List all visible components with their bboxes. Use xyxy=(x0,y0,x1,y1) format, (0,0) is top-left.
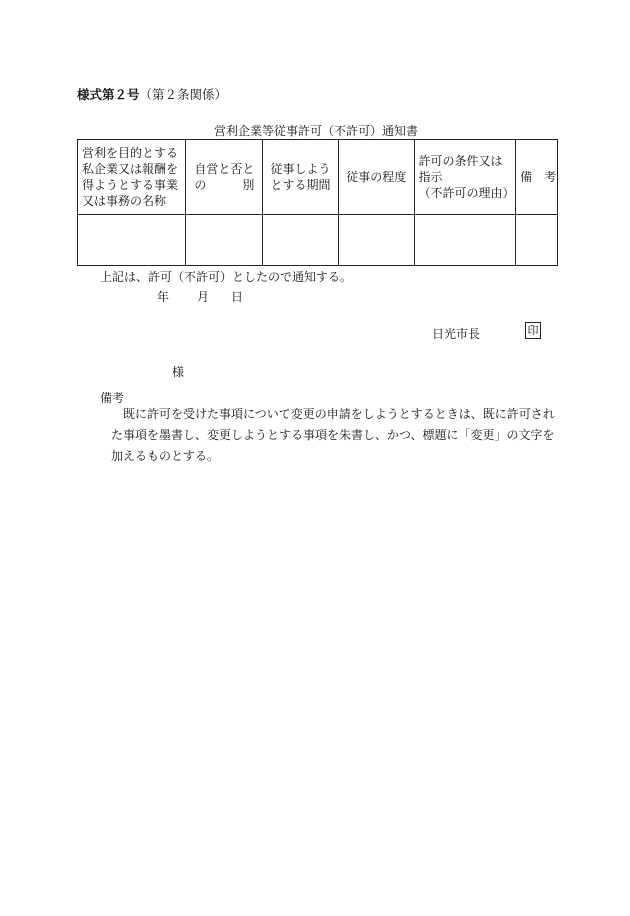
header-business-name: 営利を目的とする 私企業又は報酬を 得ようとする事業 又は事務の名称 xyxy=(78,140,186,215)
form-number-label: 様式第２号 xyxy=(77,87,140,102)
remarks-title: 備考 xyxy=(100,391,125,405)
header-degree: 従事の程度 xyxy=(338,140,414,215)
header-remarks: 備 考 xyxy=(516,140,558,215)
document-title: 営利企業等従事許可（不許可）通知書 xyxy=(214,124,419,138)
table-cell xyxy=(414,215,516,266)
table-cell xyxy=(78,215,186,266)
recipient-suffix: 様 xyxy=(172,365,185,379)
date-month: 月 xyxy=(197,290,210,304)
table-header-row xyxy=(78,140,558,215)
header-self-employed: 自営と否と の 別 xyxy=(186,140,263,215)
seal-mark: 印 xyxy=(525,322,541,339)
date-day: 日 xyxy=(231,290,244,304)
form-number-article: （第２条関係） xyxy=(139,87,228,102)
issuer-name: 日光市長 xyxy=(432,327,481,341)
table-cell xyxy=(263,215,339,266)
header-conditions: 許可の条件又は 指示 （不許可の理由） xyxy=(414,140,516,215)
table-cell xyxy=(338,215,414,266)
permission-table xyxy=(77,139,558,266)
table-cell xyxy=(516,215,558,266)
table-row xyxy=(78,215,558,266)
table-cell xyxy=(186,215,263,266)
header-period: 従事しよう とする期間 xyxy=(263,140,339,215)
notice-text: 上記は、許可（不許可）としたので通知する。 xyxy=(100,270,353,284)
remarks-body: 既に許可を受けた事項について変更の申請をしようとするときは、既に許可された事項を墨書し、変更しようとする事項を朱書し、かつ、標題に「変更」の文字を加えるものとする。 xyxy=(111,407,555,463)
date-year: 年 xyxy=(157,290,170,304)
date-line xyxy=(157,288,243,305)
form-number xyxy=(77,85,227,103)
